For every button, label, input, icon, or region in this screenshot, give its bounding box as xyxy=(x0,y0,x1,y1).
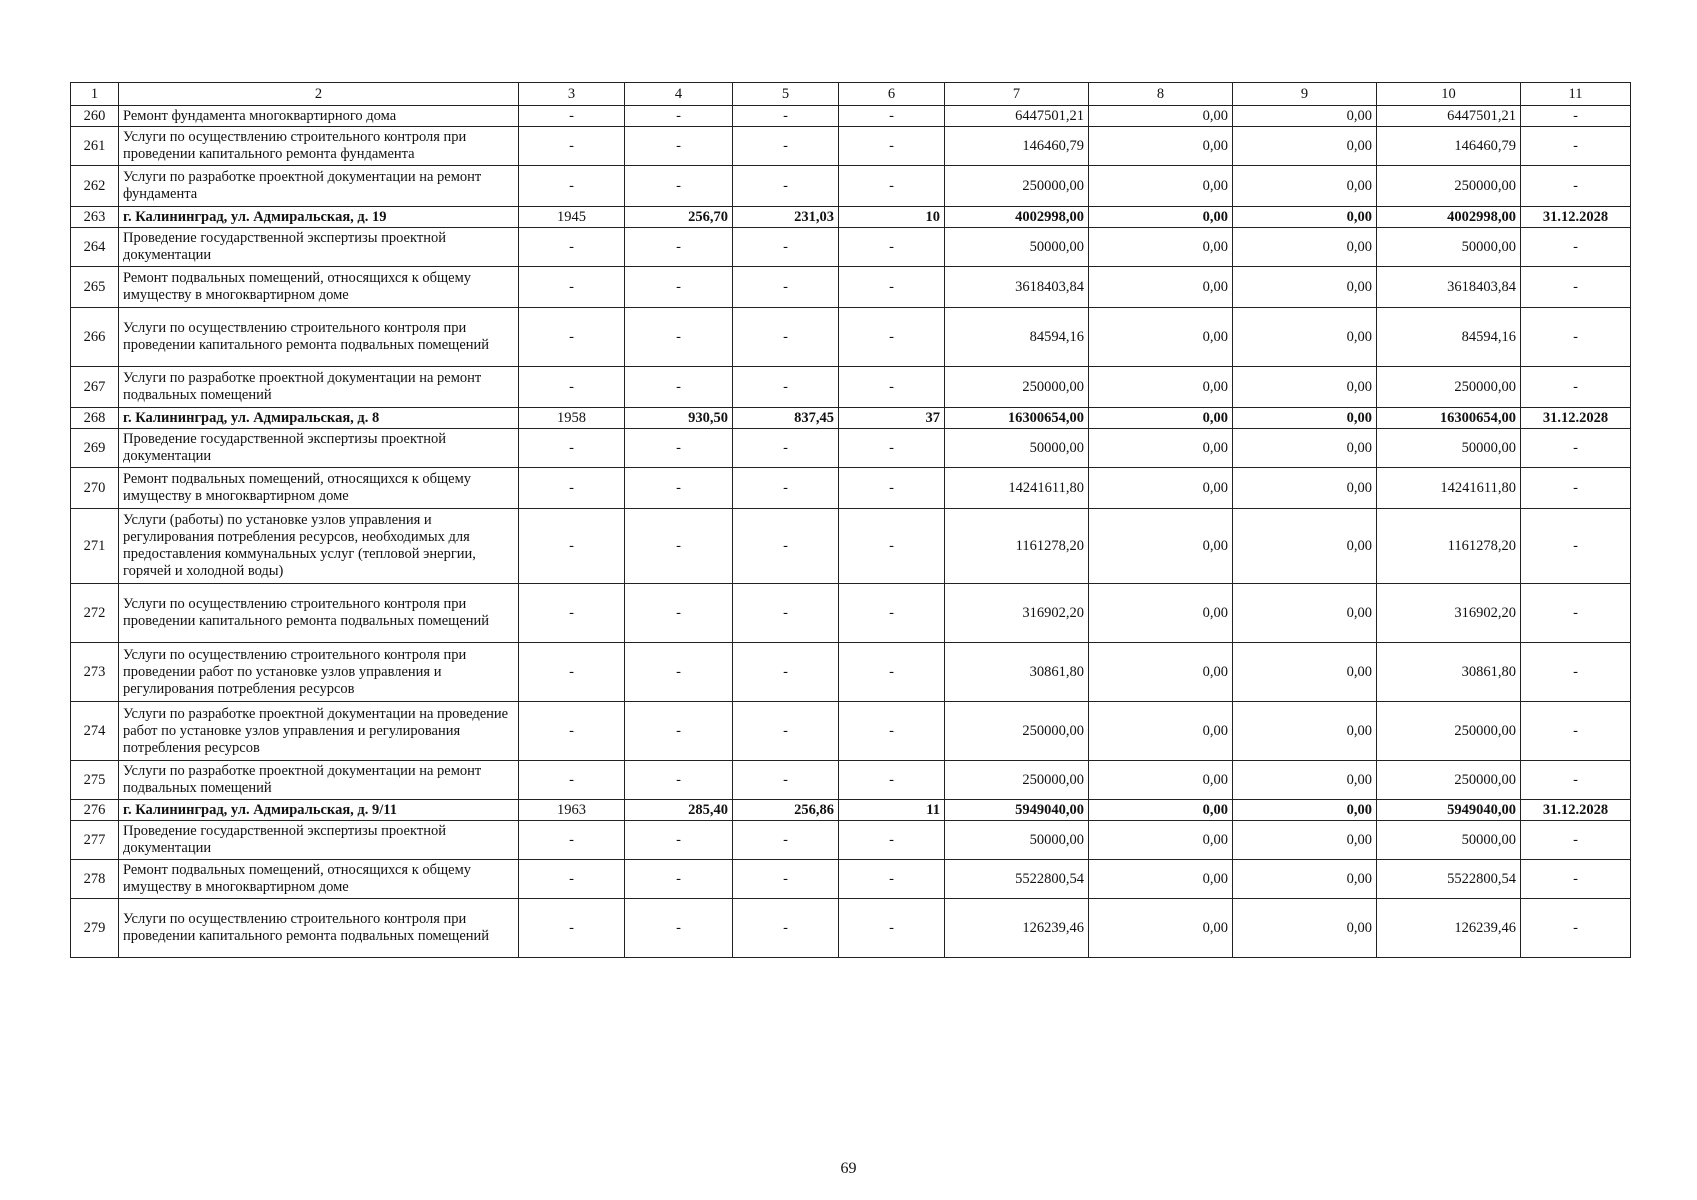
year-built-cell: - xyxy=(519,468,625,509)
row-number-cell: 271 xyxy=(71,509,119,584)
total-cost-cell: 5522800,54 xyxy=(945,860,1089,899)
year-built-cell: - xyxy=(519,267,625,308)
residential-area-cell: - xyxy=(733,106,839,127)
residential-area-cell: - xyxy=(733,228,839,267)
column-header: 7 xyxy=(945,83,1089,106)
total-area-cell: - xyxy=(625,860,733,899)
residential-area-cell: - xyxy=(733,860,839,899)
work-item-row xyxy=(71,509,1631,584)
residents-count-cell: - xyxy=(839,106,945,127)
budget-cost-cell: 0,00 xyxy=(1233,509,1377,584)
residents-count-cell: 10 xyxy=(839,207,945,228)
residents-count-cell: - xyxy=(839,308,945,367)
row-description-cell: Услуги по разработке проектной документации на проведение работ по установке узлов управления и регулирования потребления ресурсов xyxy=(119,702,519,761)
column-header: 4 xyxy=(625,83,733,106)
residential-area-cell: - xyxy=(733,468,839,509)
year-built-cell: - xyxy=(519,821,625,860)
year-built-cell: - xyxy=(519,106,625,127)
owner-cost-cell: 316902,20 xyxy=(1377,584,1521,643)
fund-cost-cell: 0,00 xyxy=(1089,127,1233,166)
row-number-cell: 260 xyxy=(71,106,119,127)
total-area-cell: - xyxy=(625,267,733,308)
completion-date-cell: - xyxy=(1521,509,1631,584)
fund-cost-cell: 0,00 xyxy=(1089,584,1233,643)
column-number-row xyxy=(71,83,1631,106)
owner-cost-cell: 84594,16 xyxy=(1377,308,1521,367)
column-header: 2 xyxy=(119,83,519,106)
residential-area-cell: - xyxy=(733,267,839,308)
total-area-cell: - xyxy=(625,899,733,958)
owner-cost-cell: 4002998,00 xyxy=(1377,207,1521,228)
column-header: 11 xyxy=(1521,83,1631,106)
work-item-row xyxy=(71,228,1631,267)
completion-date-cell: 31.12.2028 xyxy=(1521,207,1631,228)
residential-area-cell: - xyxy=(733,702,839,761)
completion-date-cell: 31.12.2028 xyxy=(1521,408,1631,429)
work-item-row xyxy=(71,860,1631,899)
work-item-row xyxy=(71,308,1631,367)
residents-count-cell: - xyxy=(839,584,945,643)
budget-cost-cell: 0,00 xyxy=(1233,468,1377,509)
row-description-cell: Услуги по осуществлению строительного контроля при проведении капитального ремонта фундамента xyxy=(119,127,519,166)
budget-cost-cell: 0,00 xyxy=(1233,267,1377,308)
row-number-cell: 269 xyxy=(71,429,119,468)
total-cost-cell: 3618403,84 xyxy=(945,267,1089,308)
work-item-row xyxy=(71,106,1631,127)
total-area-cell: 256,70 xyxy=(625,207,733,228)
completion-date-cell: - xyxy=(1521,860,1631,899)
residents-count-cell: - xyxy=(839,468,945,509)
total-cost-cell: 146460,79 xyxy=(945,127,1089,166)
row-number-cell: 268 xyxy=(71,408,119,429)
row-number-cell: 275 xyxy=(71,761,119,800)
row-description-cell: Услуги по осуществлению строительного контроля при проведении работ по установке узлов управления и регулирования потребления ресурсов xyxy=(119,643,519,702)
owner-cost-cell: 126239,46 xyxy=(1377,899,1521,958)
address-row xyxy=(71,207,1631,228)
owner-cost-cell: 5949040,00 xyxy=(1377,800,1521,821)
budget-cost-cell: 0,00 xyxy=(1233,429,1377,468)
year-built-cell: - xyxy=(519,584,625,643)
column-header: 3 xyxy=(519,83,625,106)
budget-cost-cell: 0,00 xyxy=(1233,761,1377,800)
budget-cost-cell: 0,00 xyxy=(1233,860,1377,899)
row-number-cell: 277 xyxy=(71,821,119,860)
total-cost-cell: 250000,00 xyxy=(945,166,1089,207)
residential-area-cell: - xyxy=(733,166,839,207)
completion-date-cell: - xyxy=(1521,267,1631,308)
row-number-cell: 276 xyxy=(71,800,119,821)
fund-cost-cell: 0,00 xyxy=(1089,643,1233,702)
residents-count-cell: - xyxy=(839,860,945,899)
row-description-cell: Услуги по осуществлению строительного контроля при проведении капитального ремонта подвальных помещений xyxy=(119,308,519,367)
row-description-cell: Проведение государственной экспертизы проектной документации xyxy=(119,821,519,860)
repair-program-table-sheet xyxy=(70,82,1630,958)
row-description-cell: г. Калининград, ул. Адмиральская, д. 19 xyxy=(119,207,519,228)
total-area-cell: - xyxy=(625,468,733,509)
owner-cost-cell: 250000,00 xyxy=(1377,702,1521,761)
total-area-cell: - xyxy=(625,429,733,468)
column-header: 5 xyxy=(733,83,839,106)
year-built-cell: - xyxy=(519,761,625,800)
owner-cost-cell: 146460,79 xyxy=(1377,127,1521,166)
fund-cost-cell: 0,00 xyxy=(1089,367,1233,408)
residents-count-cell: - xyxy=(839,127,945,166)
owner-cost-cell: 250000,00 xyxy=(1377,367,1521,408)
row-number-cell: 263 xyxy=(71,207,119,228)
residential-area-cell: 256,86 xyxy=(733,800,839,821)
year-built-cell: - xyxy=(519,228,625,267)
total-area-cell: - xyxy=(625,166,733,207)
page-number: 69 xyxy=(840,1160,857,1177)
row-description-cell: Услуги по разработке проектной документации на ремонт подвальных помещений xyxy=(119,367,519,408)
total-cost-cell: 50000,00 xyxy=(945,228,1089,267)
repair-program-table xyxy=(70,82,1631,958)
row-number-cell: 270 xyxy=(71,468,119,509)
budget-cost-cell: 0,00 xyxy=(1233,207,1377,228)
row-number-cell: 266 xyxy=(71,308,119,367)
fund-cost-cell: 0,00 xyxy=(1089,821,1233,860)
row-description-cell: Услуги по осуществлению строительного контроля при проведении капитального ремонта подвальных помещений xyxy=(119,899,519,958)
completion-date-cell: - xyxy=(1521,821,1631,860)
total-cost-cell: 250000,00 xyxy=(945,367,1089,408)
fund-cost-cell: 0,00 xyxy=(1089,408,1233,429)
total-area-cell: - xyxy=(625,643,733,702)
year-built-cell: - xyxy=(519,308,625,367)
row-number-cell: 273 xyxy=(71,643,119,702)
residential-area-cell: - xyxy=(733,643,839,702)
year-built-cell: 1945 xyxy=(519,207,625,228)
residential-area-cell: - xyxy=(733,127,839,166)
total-cost-cell: 50000,00 xyxy=(945,429,1089,468)
residents-count-cell: - xyxy=(839,761,945,800)
budget-cost-cell: 0,00 xyxy=(1233,584,1377,643)
total-cost-cell: 16300654,00 xyxy=(945,408,1089,429)
budget-cost-cell: 0,00 xyxy=(1233,308,1377,367)
residential-area-cell: - xyxy=(733,429,839,468)
row-number-cell: 272 xyxy=(71,584,119,643)
owner-cost-cell: 50000,00 xyxy=(1377,821,1521,860)
row-description-cell: г. Калининград, ул. Адмиральская, д. 8 xyxy=(119,408,519,429)
owner-cost-cell: 250000,00 xyxy=(1377,761,1521,800)
year-built-cell: 1958 xyxy=(519,408,625,429)
residents-count-cell: - xyxy=(839,821,945,860)
row-number-cell: 262 xyxy=(71,166,119,207)
column-header: 10 xyxy=(1377,83,1521,106)
total-cost-cell: 250000,00 xyxy=(945,761,1089,800)
work-item-row xyxy=(71,429,1631,468)
fund-cost-cell: 0,00 xyxy=(1089,106,1233,127)
total-area-cell: - xyxy=(625,761,733,800)
completion-date-cell: - xyxy=(1521,761,1631,800)
total-cost-cell: 30861,80 xyxy=(945,643,1089,702)
total-area-cell: 930,50 xyxy=(625,408,733,429)
year-built-cell: - xyxy=(519,127,625,166)
year-built-cell: - xyxy=(519,643,625,702)
budget-cost-cell: 0,00 xyxy=(1233,702,1377,761)
residents-count-cell: - xyxy=(839,702,945,761)
total-cost-cell: 1161278,20 xyxy=(945,509,1089,584)
year-built-cell: - xyxy=(519,166,625,207)
fund-cost-cell: 0,00 xyxy=(1089,228,1233,267)
year-built-cell: - xyxy=(519,702,625,761)
fund-cost-cell: 0,00 xyxy=(1089,308,1233,367)
completion-date-cell: - xyxy=(1521,308,1631,367)
row-description-cell: Ремонт подвальных помещений, относящихся к общему имуществу в многоквартирном доме xyxy=(119,267,519,308)
fund-cost-cell: 0,00 xyxy=(1089,761,1233,800)
total-cost-cell: 250000,00 xyxy=(945,702,1089,761)
total-cost-cell: 14241611,80 xyxy=(945,468,1089,509)
owner-cost-cell: 50000,00 xyxy=(1377,228,1521,267)
row-number-cell: 261 xyxy=(71,127,119,166)
row-number-cell: 274 xyxy=(71,702,119,761)
completion-date-cell: - xyxy=(1521,367,1631,408)
total-cost-cell: 6447501,21 xyxy=(945,106,1089,127)
row-description-cell: Услуги по разработке проектной документации на ремонт подвальных помещений xyxy=(119,761,519,800)
work-item-row xyxy=(71,643,1631,702)
fund-cost-cell: 0,00 xyxy=(1089,509,1233,584)
fund-cost-cell: 0,00 xyxy=(1089,166,1233,207)
budget-cost-cell: 0,00 xyxy=(1233,106,1377,127)
row-description-cell: Услуги (работы) по установке узлов управления и регулирования потребления ресурсов, необходимых для предоставления коммунальных услуг (тепловой энергии, горячей и холодной воды) xyxy=(119,509,519,584)
fund-cost-cell: 0,00 xyxy=(1089,429,1233,468)
owner-cost-cell: 250000,00 xyxy=(1377,166,1521,207)
work-item-row xyxy=(71,899,1631,958)
completion-date-cell: 31.12.2028 xyxy=(1521,800,1631,821)
owner-cost-cell: 1161278,20 xyxy=(1377,509,1521,584)
budget-cost-cell: 0,00 xyxy=(1233,643,1377,702)
row-number-cell: 279 xyxy=(71,899,119,958)
total-cost-cell: 84594,16 xyxy=(945,308,1089,367)
total-cost-cell: 316902,20 xyxy=(945,584,1089,643)
total-area-cell: - xyxy=(625,106,733,127)
residential-area-cell: 231,03 xyxy=(733,207,839,228)
budget-cost-cell: 0,00 xyxy=(1233,127,1377,166)
budget-cost-cell: 0,00 xyxy=(1233,899,1377,958)
row-description-cell: Проведение государственной экспертизы проектной документации xyxy=(119,429,519,468)
residential-area-cell: - xyxy=(733,899,839,958)
residential-area-cell: - xyxy=(733,308,839,367)
owner-cost-cell: 30861,80 xyxy=(1377,643,1521,702)
completion-date-cell: - xyxy=(1521,429,1631,468)
total-cost-cell: 126239,46 xyxy=(945,899,1089,958)
residents-count-cell: 37 xyxy=(839,408,945,429)
table-body xyxy=(71,106,1631,958)
total-area-cell: 285,40 xyxy=(625,800,733,821)
total-area-cell: - xyxy=(625,127,733,166)
work-item-row xyxy=(71,821,1631,860)
owner-cost-cell: 50000,00 xyxy=(1377,429,1521,468)
row-description-cell: Ремонт подвальных помещений, относящихся к общему имуществу в многоквартирном доме xyxy=(119,860,519,899)
budget-cost-cell: 0,00 xyxy=(1233,408,1377,429)
completion-date-cell: - xyxy=(1521,228,1631,267)
completion-date-cell: - xyxy=(1521,106,1631,127)
residential-area-cell: - xyxy=(733,367,839,408)
residents-count-cell: - xyxy=(839,367,945,408)
column-header: 6 xyxy=(839,83,945,106)
total-area-cell: - xyxy=(625,228,733,267)
completion-date-cell: - xyxy=(1521,899,1631,958)
year-built-cell: - xyxy=(519,509,625,584)
residential-area-cell: - xyxy=(733,509,839,584)
owner-cost-cell: 6447501,21 xyxy=(1377,106,1521,127)
year-built-cell: - xyxy=(519,899,625,958)
total-cost-cell: 50000,00 xyxy=(945,821,1089,860)
budget-cost-cell: 0,00 xyxy=(1233,367,1377,408)
residents-count-cell: - xyxy=(839,267,945,308)
total-area-cell: - xyxy=(625,509,733,584)
residents-count-cell: - xyxy=(839,643,945,702)
address-row xyxy=(71,800,1631,821)
row-description-cell: Проведение государственной экспертизы проектной документации xyxy=(119,228,519,267)
work-item-row xyxy=(71,367,1631,408)
row-number-cell: 267 xyxy=(71,367,119,408)
year-built-cell: - xyxy=(519,429,625,468)
year-built-cell: 1963 xyxy=(519,800,625,821)
completion-date-cell: - xyxy=(1521,127,1631,166)
work-item-row xyxy=(71,584,1631,643)
fund-cost-cell: 0,00 xyxy=(1089,207,1233,228)
residential-area-cell: 837,45 xyxy=(733,408,839,429)
fund-cost-cell: 0,00 xyxy=(1089,800,1233,821)
completion-date-cell: - xyxy=(1521,166,1631,207)
completion-date-cell: - xyxy=(1521,702,1631,761)
year-built-cell: - xyxy=(519,860,625,899)
row-number-cell: 264 xyxy=(71,228,119,267)
total-cost-cell: 4002998,00 xyxy=(945,207,1089,228)
row-description-cell: г. Калининград, ул. Адмиральская, д. 9/11 xyxy=(119,800,519,821)
column-header: 8 xyxy=(1089,83,1233,106)
residents-count-cell: - xyxy=(839,166,945,207)
fund-cost-cell: 0,00 xyxy=(1089,860,1233,899)
fund-cost-cell: 0,00 xyxy=(1089,702,1233,761)
completion-date-cell: - xyxy=(1521,643,1631,702)
total-area-cell: - xyxy=(625,367,733,408)
budget-cost-cell: 0,00 xyxy=(1233,800,1377,821)
total-area-cell: - xyxy=(625,584,733,643)
budget-cost-cell: 0,00 xyxy=(1233,228,1377,267)
total-cost-cell: 5949040,00 xyxy=(945,800,1089,821)
completion-date-cell: - xyxy=(1521,584,1631,643)
work-item-row xyxy=(71,761,1631,800)
total-area-cell: - xyxy=(625,821,733,860)
fund-cost-cell: 0,00 xyxy=(1089,468,1233,509)
budget-cost-cell: 0,00 xyxy=(1233,166,1377,207)
fund-cost-cell: 0,00 xyxy=(1089,899,1233,958)
residents-count-cell: - xyxy=(839,899,945,958)
work-item-row xyxy=(71,127,1631,166)
row-description-cell: Ремонт подвальных помещений, относящихся к общему имуществу в многоквартирном доме xyxy=(119,468,519,509)
column-header: 1 xyxy=(71,83,119,106)
residential-area-cell: - xyxy=(733,761,839,800)
row-description-cell: Услуги по осуществлению строительного контроля при проведении капитального ремонта подвальных помещений xyxy=(119,584,519,643)
row-description-cell: Ремонт фундамента многоквартирного дома xyxy=(119,106,519,127)
address-row xyxy=(71,408,1631,429)
year-built-cell: - xyxy=(519,367,625,408)
residents-count-cell: - xyxy=(839,429,945,468)
work-item-row xyxy=(71,702,1631,761)
work-item-row xyxy=(71,267,1631,308)
budget-cost-cell: 0,00 xyxy=(1233,821,1377,860)
column-header: 9 xyxy=(1233,83,1377,106)
owner-cost-cell: 16300654,00 xyxy=(1377,408,1521,429)
row-number-cell: 265 xyxy=(71,267,119,308)
fund-cost-cell: 0,00 xyxy=(1089,267,1233,308)
work-item-row xyxy=(71,468,1631,509)
residents-count-cell: - xyxy=(839,228,945,267)
completion-date-cell: - xyxy=(1521,468,1631,509)
row-description-cell: Услуги по разработке проектной документации на ремонт фундамента xyxy=(119,166,519,207)
residential-area-cell: - xyxy=(733,821,839,860)
residents-count-cell: - xyxy=(839,509,945,584)
total-area-cell: - xyxy=(625,702,733,761)
total-area-cell: - xyxy=(625,308,733,367)
residential-area-cell: - xyxy=(733,584,839,643)
owner-cost-cell: 14241611,80 xyxy=(1377,468,1521,509)
row-number-cell: 278 xyxy=(71,860,119,899)
residents-count-cell: 11 xyxy=(839,800,945,821)
owner-cost-cell: 5522800,54 xyxy=(1377,860,1521,899)
work-item-row xyxy=(71,166,1631,207)
owner-cost-cell: 3618403,84 xyxy=(1377,267,1521,308)
